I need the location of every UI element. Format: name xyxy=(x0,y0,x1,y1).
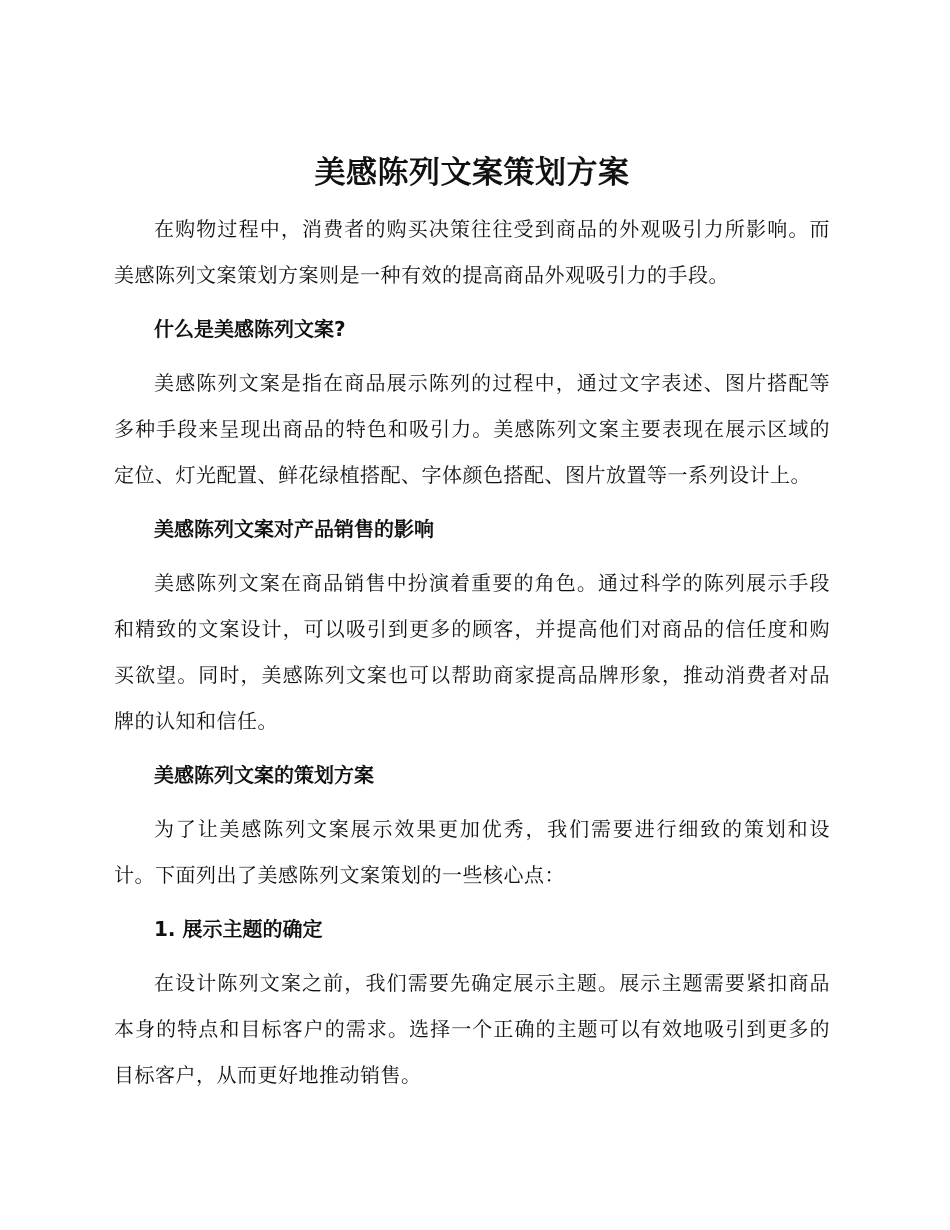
spacer xyxy=(114,552,830,560)
spacer xyxy=(114,898,830,906)
section-heading-what-is: 什么是美感陈列文案? xyxy=(154,317,346,341)
document-title: 美感陈列文案策划方案 xyxy=(314,155,630,191)
section-heading-plan: 美感陈列文案的策划方案 xyxy=(154,763,374,787)
spacer xyxy=(114,298,830,306)
section-heading-theme: 1. 展示主题的确定 xyxy=(154,917,323,941)
section-paragraph-what-is: 美感陈列文案是指在商品展示陈列的过程中，通过文字表述、图片搭配等多种手段来呈现出商品的特色和吸引力。美感陈列文案主要表现在展示区域的定位、灯光配置、鲜花绿植搭配、字体颜色搭配、图片放置等一系列设计上。 xyxy=(114,371,830,487)
section-paragraph-plan: 为了让美感陈列文案展示效果更加优秀，我们需要进行细致的策划和设计。下面列出了美感陈列文案策划的一些核心点： xyxy=(114,817,830,887)
intro-paragraph: 在购物过程中，消费者的购买决策往往受到商品的外观吸引力所影响。而美感陈列文案策划方案则是一种有效的提高商品外观吸引力的手段。 xyxy=(114,217,830,287)
section-paragraph-theme: 在设计陈列文案之前，我们需要先确定展示主题。展示主题需要紧扣商品本身的特点和目标客户的需求。选择一个正确的主题可以有效地吸引到更多的目标客户，从而更好地推动销售。 xyxy=(114,971,830,1087)
section-heading-impact: 美感陈列文案对产品销售的影响 xyxy=(154,517,434,541)
spacer xyxy=(114,798,830,806)
spacer xyxy=(114,744,830,752)
spacer xyxy=(114,498,830,506)
spacer xyxy=(114,952,830,960)
section-paragraph-impact: 美感陈列文案在商品销售中扮演着重要的角色。通过科学的陈列展示手段和精致的文案设计，可以吸引到更多的顾客，并提高他们对商品的信任度和购买欲望。同时，美感陈列文案也可以帮助商家提高品牌形象，推动消费者对品牌的认知和信任。 xyxy=(114,571,830,733)
document-body xyxy=(114,150,830,1098)
spacer xyxy=(114,352,830,360)
